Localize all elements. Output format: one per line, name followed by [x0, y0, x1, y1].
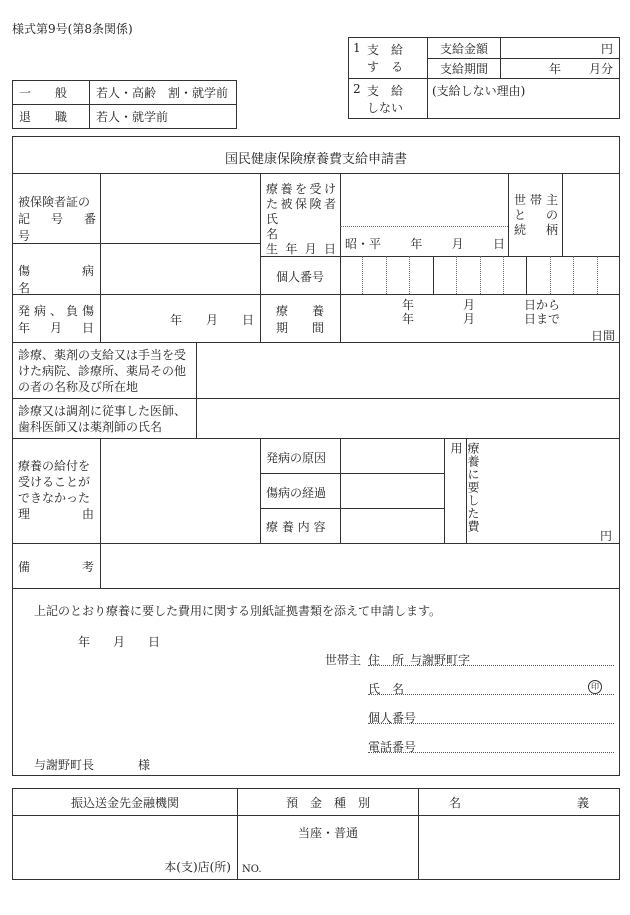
account-no-label: NO.: [242, 864, 262, 875]
dob-era: 昭・平: [345, 237, 382, 251]
period-month: 月分: [588, 62, 613, 76]
address-label: 住 所: [368, 653, 405, 667]
onset-l1: 発病、負傷: [18, 304, 94, 318]
personal-number-boxes[interactable]: [340, 256, 620, 294]
days-label: 日間: [590, 329, 615, 343]
onset-day: 日: [241, 313, 254, 327]
reason-l3: できなかった: [18, 491, 91, 505]
provider-l1: 診療、薬剤の支給又は手当を受: [18, 348, 187, 362]
dob-day: 日: [492, 237, 505, 251]
date-day: 日: [147, 635, 160, 649]
provider-l2: けた病院、診療所、薬局その他: [18, 364, 187, 378]
cost-unit: 円: [600, 529, 613, 543]
disease-label: 傷 病 名: [18, 264, 119, 295]
holder-cell[interactable]: [419, 816, 620, 880]
patient-l1: 療養を受け: [266, 182, 336, 196]
pay-yes-a: 支 給: [367, 43, 404, 57]
reason-l4: 理 由: [18, 507, 94, 521]
from-year: 年: [402, 298, 415, 312]
personal-number-label: 個人番号: [275, 270, 324, 284]
name-field[interactable]: [368, 680, 614, 695]
declaration-text: 上記のとおり療養に要した費用に関する別紙証拠書類を添えて申請します。: [34, 604, 442, 618]
pay-yes-cell: [349, 38, 428, 79]
dob-year: 年: [410, 237, 423, 251]
address-field[interactable]: [368, 651, 614, 666]
to-month: 月: [462, 312, 475, 326]
bank-col-holder-b: 義: [576, 795, 589, 810]
content-label: 療 養 内 容: [266, 520, 326, 534]
pay-yes-b: す る: [367, 60, 404, 74]
amount-unit: 円: [501, 38, 620, 59]
doctor-l1: 診療又は調剤に従事した医師、: [18, 404, 187, 418]
category-table: [12, 80, 237, 129]
reason-l2: 受けることが: [18, 475, 91, 489]
period-l2: 期 間: [276, 321, 324, 335]
no-pay-reason: (支給しない理由): [428, 79, 620, 119]
cause-label: 発病の原因: [266, 451, 327, 465]
amount-label: 支給金額: [428, 38, 501, 59]
patient-l2: た被保険者: [266, 197, 336, 211]
name-label: 氏 名: [368, 682, 405, 696]
head-label: 世帯主: [325, 653, 362, 667]
patient-l3: 氏 名: [266, 212, 327, 241]
seal-icon: 印: [588, 680, 602, 694]
period-year: 年: [548, 62, 561, 76]
bank-table: [12, 788, 620, 880]
bank-col-holder-a: 名: [449, 795, 462, 810]
to-year: 年: [402, 312, 415, 326]
onset-year: 年: [170, 313, 183, 327]
period-l1: 療 養: [276, 304, 324, 318]
dob-month: 月: [451, 237, 464, 251]
provider-l3: の者の名称及び所在地: [18, 380, 139, 394]
reason-l1: 療養の給付を: [18, 459, 91, 473]
head-rel-l1: 世帯主: [514, 193, 558, 207]
cost-label: 療養に要した費用: [449, 442, 480, 533]
from-day: 日から: [523, 298, 560, 312]
date-year: 年: [78, 635, 91, 649]
remarks-label: 備 考: [18, 560, 94, 574]
category-general-label: 一 般: [13, 81, 90, 105]
addressee: 与謝野町長: [34, 758, 95, 772]
period-label: 支給期間: [428, 59, 501, 79]
account-types: 当座・普通: [297, 826, 358, 840]
head-rel-l2: と の: [514, 208, 558, 222]
category-retired-value: 若人・就学前: [90, 105, 237, 129]
course-label: 傷病の経過: [266, 486, 327, 500]
personal-number-field[interactable]: [368, 709, 614, 724]
honorific: 様: [138, 758, 151, 772]
bank-col-institution: 振込送金先金融機関: [13, 789, 238, 816]
account-type-cell[interactable]: [238, 816, 419, 880]
pay-no-a: 支 給: [367, 83, 404, 98]
bank-branch-label: 本(支)店(所): [164, 860, 231, 874]
date-month: 月: [112, 635, 125, 649]
signer-personal-number-label: 個人番号: [368, 711, 417, 725]
patient-l4: 生 年 月 日: [266, 242, 336, 256]
pay-no-b: しない: [367, 100, 404, 115]
pay-no-cell: [349, 79, 428, 119]
bank-col-account-type: 預 金 種 別: [238, 789, 419, 816]
pay-yes-num: 1: [353, 41, 361, 55]
insured-card-l1: 被保険者証の: [18, 195, 91, 209]
pay-no-num: 2: [353, 81, 361, 96]
insured-card-l2: 記 号 番 号: [18, 212, 109, 243]
form-title: 国民健康保険療養費支給申請書: [224, 152, 407, 167]
to-day: 日まで: [523, 312, 560, 326]
onset-l2: 年 月 日: [18, 321, 94, 335]
from-month: 月: [462, 298, 475, 312]
onset-month: 月: [205, 313, 218, 327]
bank-branch-cell[interactable]: [13, 816, 238, 880]
phone-field[interactable]: [368, 738, 614, 753]
form-number: 様式第9号(第8条関係): [12, 22, 133, 36]
head-rel-l3: 続 柄: [514, 223, 558, 237]
phone-label: 電話番号: [368, 740, 417, 754]
category-retired-label: 退 職: [13, 105, 90, 129]
doctor-l2: 歯科医師又は薬剤師の氏名: [18, 420, 163, 434]
payment-box: [348, 37, 620, 119]
category-general-value: 若人・高齢 割・就学前: [90, 81, 237, 105]
address-value: 与謝野町字: [410, 653, 471, 667]
